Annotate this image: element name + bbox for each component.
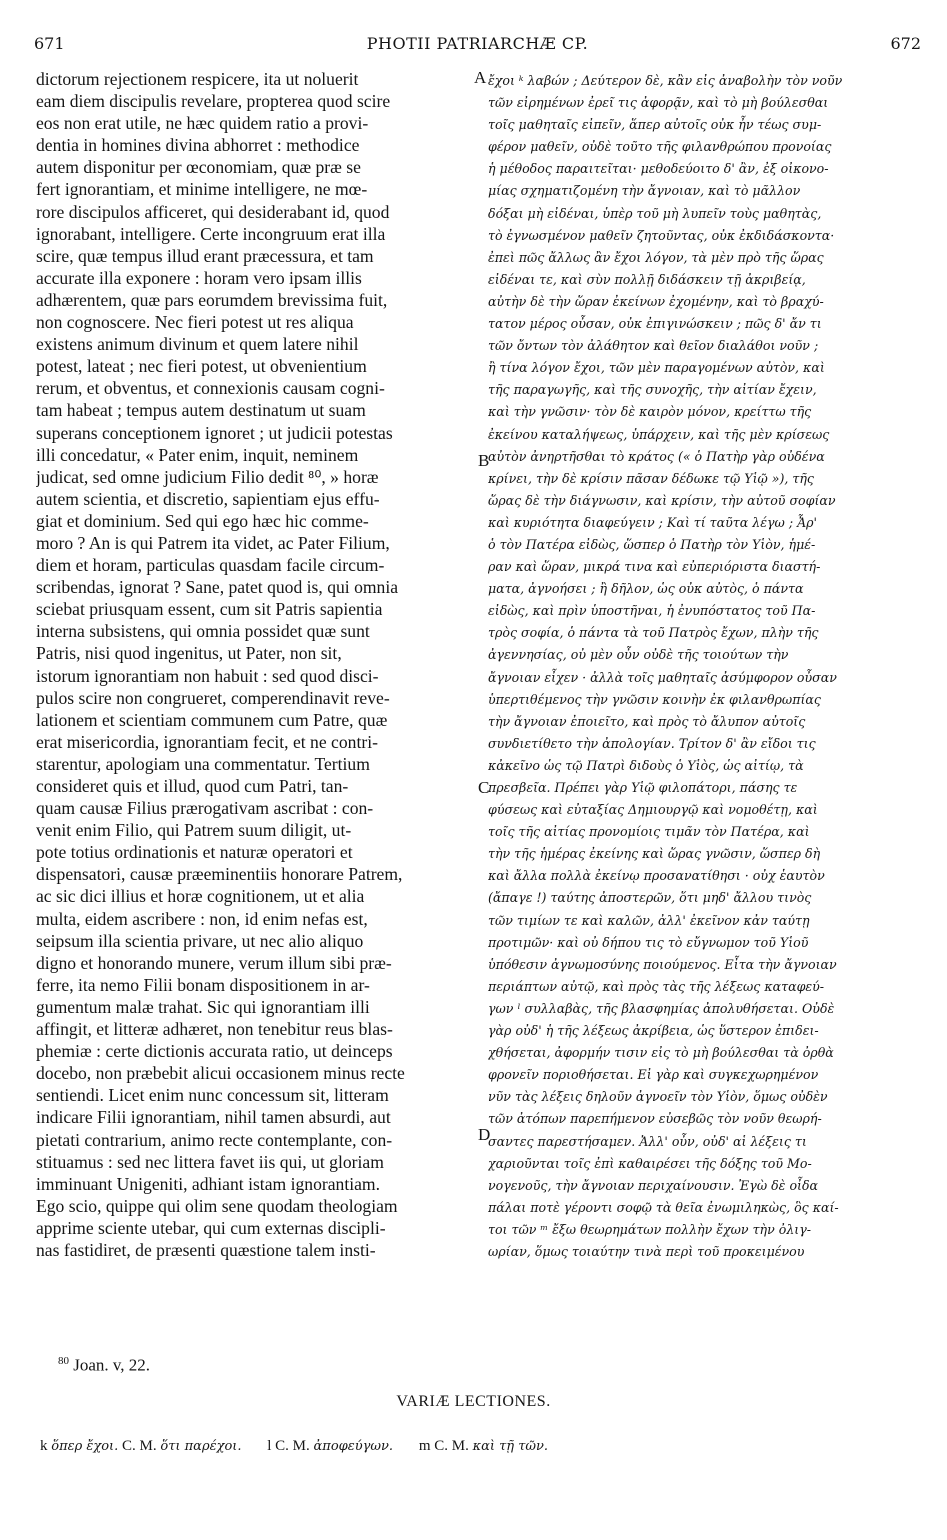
latin-text-line: istorum ignorantiam non habuit : sed quod disci-	[36, 665, 379, 686]
variant-source: C. M.	[122, 1438, 157, 1454]
latin-text-line: quam causæ Filius prærogativam ascribat : con-	[36, 798, 374, 819]
margin-marker-c: C	[478, 778, 490, 797]
greek-text-line: τῶν ὄντων τὸν ἀλάθητον καὶ θεῖον διαλάθοι νοῦν ;	[488, 338, 819, 354]
latin-text-line: consideret quis et illud, quod cum Patri, tan-	[36, 776, 349, 796]
greek-text-line: φέρον μαθεῖν, οὐδὲ τοῦτο τῆς φιλανθρώπου προνοίας	[488, 139, 832, 155]
greek-text-line: ἔχοι ᵏ λαβών ; Δεύτερον δὲ, κἂν εἰς ἀναβολὴν τὸν νοῦν	[488, 73, 843, 88]
latin-text-line: scire, quæ tempus illud erant præcessura, et tam	[36, 245, 374, 266]
running-header	[34, 34, 921, 62]
greek-text-line: νογενοῦς, τὴν ἄγνοιαν περιχαίνουσιν. Ἐγὼ δὲ οἶδα	[488, 1177, 819, 1193]
latin-text-line: tam habeat ; tempus autem destinatum ut suam	[36, 400, 366, 421]
latin-text-line: rore discipulos afficeret, qui desiderabant id, quod	[36, 201, 390, 222]
variant-greek-b: ὅτι παρέχοι.	[160, 1439, 242, 1454]
greek-text-line: καὶ τὴν γνῶσιν· τὸν δὲ καιρὸν μόνον, κρείττω τῆς	[488, 404, 812, 420]
variant-mark: k	[40, 1438, 48, 1454]
latin-text-line: moro ? An is qui Patrem ita videt, ac Pater Filium,	[36, 532, 390, 553]
greek-text-line: τῆς παραγωγῆς, καὶ τῆς συνοχῆς, τὴν αἰτίαν ἔχειν,	[488, 382, 817, 398]
greek-text-line: αὐτὴν δὲ τὴν ὥραν ἐκείνων ἐχομένην, καὶ τὸ βραχύ-	[488, 293, 824, 309]
page-number-left: 671	[34, 34, 65, 53]
latin-column	[36, 68, 473, 1261]
footnote	[58, 1355, 150, 1376]
variae-lectiones-title: VARIÆ LECTIONES.	[396, 1393, 551, 1410]
latin-text-line: interna subsistens, qui omnia possidet quæ sunt	[36, 621, 370, 642]
latin-text-line: rerum, et obventus, et connexionis causam cogni-	[36, 378, 385, 399]
latin-text-line: sciebat priusquam essent, cum sit Patris sapientia	[36, 599, 383, 620]
latin-text-line: imminuant Unigeniti, adhiant istam ignorantiam.	[36, 1173, 380, 1194]
latin-text-line: Patris, nisi quod ingenitus, ut Pater, non sit,	[36, 643, 342, 664]
variant-reading	[40, 1438, 245, 1454]
variant-source: C. M.	[275, 1438, 310, 1454]
greek-text-line: νῦν τὰς λέξεις δηλοῦν ἀγνοεῖν τὸν Υἱὸν, ὅμως οὐδὲν	[488, 1089, 828, 1105]
greek-text-line: δόξαι μὴ εἰδέναι, ὑπὲρ τοῦ μὴ λυπεῖν τοὺς μαθητὰς,	[488, 205, 822, 221]
greek-text-line: καὶ ἄλλα πολλὰ ἐκείνῳ προσανατίθησι · οὐχ ἑαυτὸν	[488, 868, 825, 884]
greek-text-line: κρίνει, τὴν δὲ κρίσιν πᾶσαν δέδωκε τῷ Υἱῷ »), τῆς	[488, 470, 814, 486]
variant-greek-b: καὶ τῇ τῶν.	[472, 1439, 549, 1454]
latin-text-line: dictorum rejectionem respicere, ita ut noluerit	[36, 69, 359, 89]
latin-text-line: diem et horam, particulas quasdam facile circum-	[36, 555, 385, 576]
latin-text-line: eam diem discipulis revelare, propterea quod scire	[36, 91, 391, 112]
latin-text-line: seipsum illa scientia privare, ut nec alio aliquo	[36, 930, 364, 951]
latin-text-line: sentiendi. Licet enim nunc concessum sit, litteram	[36, 1085, 389, 1106]
greek-text-line: ὁ τὸν Πατέρα εἰδὼς, ὥσπερ ὁ Πατὴρ τὸν Υἱὸν, ἡμέ-	[488, 536, 816, 552]
greek-text-line: ραν καὶ ὥραν, μικρά τινα καὶ εὐπεριόριστα διαστή-	[488, 559, 821, 575]
latin-text-line: gumentum malæ trahat. Sic qui ignorantiam illi	[36, 996, 370, 1017]
footnote-number: 80	[58, 1355, 69, 1367]
latin-text-line: autem disponitur per œconomiam, quæ præ se	[36, 157, 361, 178]
latin-text-line: multa, eidem ascribere : non, id enim nefas est,	[36, 908, 368, 929]
margin-marker-d: D	[478, 1125, 491, 1144]
greek-text-line: ματα, ἀγνοήσει ; ἢ δῆλον, ὡς οὐκ αὐτὸς, ὁ πάντα	[488, 581, 804, 597]
greek-text-line: χαριοῦνται τοῖς ἐπὶ καθαιρέσει τῆς δόξης τοῦ Μο-	[488, 1155, 812, 1171]
greek-text-line: ἄγνοιαν εἶχεν · ἀλλὰ τοῖς μαθηταῖς ἀσύμφορον οὖσαν	[488, 669, 837, 685]
greek-text-line: ωρίαν, ὅμως τοιαύτην τινὰ περὶ τοῦ προκειμένου	[488, 1243, 805, 1259]
latin-text-line: affingit, et litteræ adhæret, non tenebitur reus blas-	[36, 1019, 393, 1040]
greek-column	[488, 70, 933, 1263]
greek-text-line: κἀκεῖνο ὡς τῷ Πατρὶ διδοὺς ὁ Υἱὸς, ὡς αἰτίῳ, τὰ	[488, 757, 804, 773]
variant-source: C. M.	[434, 1438, 469, 1454]
greek-text-line: συνδιετίθετο τὴν ἀπολογίαν. Τρίτον δ' ἂν εἴδοι τις	[488, 735, 816, 751]
variant-mark: l	[267, 1438, 272, 1454]
latin-text-line: eos non erat utile, ne hæc quidem ratio a provi-	[36, 113, 369, 134]
latin-text-line: adhærentem, quæ pars eorumdem brevissima fuit,	[36, 289, 388, 310]
latin-text-line: giat et dominium. Sed qui ego hæc hic comme-	[36, 510, 369, 531]
latin-text-line: accurate illa exponere : horam vero ipsam illis	[36, 267, 362, 288]
greek-text-line: γὰρ οὐδ' ἡ τῆς λέξεως ἀκρίβεια, ὡς ὕστερον ἐπιδει-	[488, 1023, 819, 1039]
latin-text-line: pote totius ordinationis et naturæ operatori et	[36, 842, 353, 863]
latin-text-line: nas fastidiret, de præsenti quæstione talem insti-	[36, 1239, 376, 1260]
greek-text-line: τὴν ἄγνοιαν ἐποιεῖτο, καὶ πρὸς τὸ ἄλυπον αὐτοῖς	[488, 713, 806, 729]
latin-text-line: ignorabant, intelligere. Certe incongruum erat illa	[36, 223, 386, 244]
latin-text-line: phemiæ : certe dictionis accurata ratio, ut deinceps	[36, 1041, 393, 1062]
latin-text-line: autem scientia, et discretio, sapientiam ejus effu-	[36, 488, 380, 509]
latin-text-line: dentia in homines divina abhorret : methodice	[36, 135, 360, 156]
greek-text-line: πρεσβεῖα. Πρέπει γὰρ Υἱῷ φιλοπάτορι, πάσης τε	[488, 780, 798, 795]
latin-text-line: ac sic dici illius et horæ cognitionem, ut et alia	[36, 886, 365, 907]
greek-text-line: μίας σχηματιζομένη τὴν ἄγνοιαν, καὶ τὸ μᾶλλον	[488, 183, 801, 199]
greek-text-line: τοῖς τῆς αἰτίας προνομίοις τιμᾶν τὸν Πατέρα, καὶ	[488, 824, 810, 840]
latin-text-line: existens animum divinum et quem latere nihil	[36, 334, 359, 355]
greek-text-line: τρὸς σοφία, ὁ πάντα τὰ τοῦ Πατρὸς ἔχων, πλὴν τῆς	[488, 625, 819, 641]
latin-text-line: illi concedatur, « Pater enim, inquit, neminem	[36, 444, 359, 465]
greek-text-line: εἰδέναι τε, καὶ σὺν πολλῇ διδάσκειν τῇ ἀκριβείᾳ,	[488, 271, 806, 287]
greek-text-line: φρονεῖν ποριοθήσεται. Εἰ γὰρ καὶ συγκεχωρημένον	[488, 1067, 819, 1083]
page-number-right: 672	[890, 34, 921, 53]
greek-text-line: περιάπτων αὐτῷ, καὶ πρὸς τὰς τῆς λέξεως καταφεύ-	[488, 978, 825, 994]
greek-text-line: ὑπόθεσιν ἀγνωμοσύνης ποιούμενος. Εἶτα τὴν ἄγνοιαν	[488, 956, 837, 972]
latin-text-line: potest, lateat ; nec fieri potest, ut obvenientium	[36, 356, 367, 377]
variant-reading	[419, 1438, 548, 1454]
greek-text-line: (ἄπαγε !) ταύτης ἀποστερῶν, ὅτι μηδ' ἄλλου τινὸς	[488, 890, 812, 906]
latin-text-line: docebo, non præbebit alicui occasionem minus recte	[36, 1063, 405, 1084]
greek-text-line: τὸ ἐγνωσμένον μαθεῖν ζητοῦντας, οὐκ ἐκδιδάσκοντα·	[488, 227, 835, 243]
greek-text-line: ὥρας δὲ τὴν διάγνωσιν, καὶ κρίσιν, τὴν αὐτοῦ σοφίαν	[488, 492, 836, 508]
footnote-text: Joan. v, 22.	[73, 1355, 151, 1375]
greek-text-line: καὶ κυριότητα διαφεύγειν ; Καὶ τί ταῦτα λέγω ; Ἆρ'	[488, 514, 818, 530]
greek-text-line: αὐτὸν ἀνηρτῆσθαι τὸ κράτος (« ὁ Πατὴρ γὰρ οὐδένα	[488, 448, 825, 464]
latin-text-line: judicat, sed omne judicium Filio dedit ⁸⁰, » horæ	[36, 466, 379, 487]
latin-text-line: venit enim Filio, qui Patrem suum diligit, ut-	[36, 820, 352, 841]
greek-text-line: χθήσεται, ἀφορμήν τισιν εἰς τὸ μὴ βούλεσθαι τὰ ὀρθὰ	[488, 1045, 834, 1061]
greek-text-line: σαντες παρεστήσαμεν. Ἀλλ' οὖν, οὐδ' αἱ λέξεις τι	[488, 1133, 807, 1149]
latin-text-line: lationem et scientiam communem cum Patre, quæ	[36, 709, 388, 730]
greek-text-line: τῶν εἰρημένων ἐρεῖ τις ἀφορᾷν, καὶ τὸ μὴ βούλεσθαι	[488, 95, 829, 111]
latin-text-line: stituamus : sed nec littera favet iis qui, ut gloriam	[36, 1151, 384, 1172]
latin-text-line: Ego scio, quippe qui olim sene quodam theologiam	[36, 1195, 398, 1216]
latin-text-line: non cognoscere. Nec fieri potest ut res aliqua	[36, 312, 354, 333]
latin-text-line: dispensatori, causæ præeminentiis honorare Patrem,	[36, 864, 403, 885]
variant-mark: m	[418, 1438, 431, 1454]
latin-text-line: pulos scire non congrueret, comperendinavit reve-	[36, 687, 390, 708]
margin-marker-b: B	[478, 451, 490, 470]
variant-greek-a: ὅπερ ἔχοι.	[51, 1439, 119, 1454]
greek-text-line: ἡ μέθοδος παραιτεῖται· μεθοδεύοιτο δ' ἂν, ἐξ οἰκονο-	[488, 161, 829, 177]
greek-text-line: τῶν ἀτόπων παρεπήμενον εὐσεβῶς τὸν νοῦν θεωρή-	[488, 1111, 822, 1127]
greek-text-line: γων ˡ συλλαβὰς, τῆς βλασφημίας ἀπολυθήσεται. Οὐδὲ	[488, 1000, 835, 1016]
greek-text-line: ὑπερτιθέμενος τὴν γνῶσιν κοινὴν ἐκ φιλανθρωπίας	[488, 691, 821, 707]
greek-text-line: ἐπεὶ πῶς ἄλλως ἂν ἔχοι λόγον, τὰ μὲν πρὸ τῆς ὥρας	[488, 249, 824, 265]
greek-text-line: πάλαι ποτὲ γέροντι σοφῷ τὰ θεῖα ἐνωμιληκὼς, ὃς καί-	[488, 1199, 839, 1215]
greek-text-line: ἀγεννησίας, οὐ μὲν οὖν οὐδὲ τῆς τοιούτων τὴν	[488, 647, 789, 663]
variant-reading	[267, 1438, 397, 1454]
greek-text-line: τὴν τῆς ἡμέρας ἐκείνης καὶ ὥρας γνῶσιν, ὥσπερ δὴ	[488, 846, 821, 862]
latin-text-line: superans conceptionem ignoret ; ut judicii potestas	[36, 422, 393, 443]
greek-text-line: εἰδὼς, καὶ πρὶν ὑποστῆναι, ἡ ἐνυπόστατος τοῦ Πα-	[488, 603, 816, 619]
margin-marker-a: A	[474, 68, 487, 87]
variae-lectiones-list	[40, 1438, 570, 1455]
latin-text-line: indicare Filii ignorantiam, nihil tamen absurdi, aut	[36, 1107, 391, 1128]
running-title: PHOTII PATRIARCHÆ CP.	[366, 34, 589, 53]
greek-text-line: τοι τῶν ᵐ ἔξω θεωρημάτων πολλὴν ἔχων τὴν ὀλιγ-	[488, 1221, 812, 1237]
greek-text-line: ἢ τίνα λόγον ἔχοι, τῶν μὲν παραγομένων αὐτὸν, καὶ	[488, 360, 825, 376]
latin-text-line: ferre, ita nemo Filii bonam dispositionem in ar-	[36, 974, 370, 995]
greek-text-line: φύσεως καὶ εὐταξίας Δημιουργῷ καὶ νομοθέτῃ, καὶ	[488, 802, 818, 818]
greek-text-line: προτιμῶν· καὶ οὐ δήπου τις τὸ εὔγνωμον τοῦ Υἱοῦ	[488, 934, 809, 950]
greek-text-line: τατον μέρος οὖσαν, οὐκ ἐπιγινώσκειν ; πῶς δ' ἄν τι	[488, 316, 822, 332]
latin-text-line: pietati contrarium, animo recte contemplante, con-	[36, 1129, 393, 1150]
variant-greek-b: ἀποφεύγων.	[313, 1439, 394, 1454]
latin-text-line: fert ignorantiam, et minime intelligere, ne mœ-	[36, 179, 368, 200]
latin-text-line: scribendas, ignorat ? Sane, patet quod is, qui omnia	[36, 577, 399, 598]
latin-text-line: erat misericordia, ignorantiam fecit, et ne contri-	[36, 731, 378, 752]
greek-text-line: ἐκείνου καταλήψεως, ὑπάρχειν, καὶ τῆς μὲν κρίσεως	[488, 426, 830, 442]
greek-text-line: τῶν τιμίων τε καὶ καλῶν, ἀλλ' ἐκεῖνον κἀν ταύτῃ	[488, 912, 810, 928]
latin-text-line: digno et honorando munere, verum illum sibi præ-	[36, 952, 392, 973]
latin-text-line: starentur, apologiam una commentatur. Tertium	[36, 753, 370, 774]
greek-text-line: τοῖς μαθηταῖς εἰπεῖν, ἅπερ αὐτοῖς οὐκ ἦν τέως συμ-	[488, 117, 822, 133]
latin-text-line: apprime sciente utebar, qui cum externas discipli-	[36, 1217, 386, 1238]
